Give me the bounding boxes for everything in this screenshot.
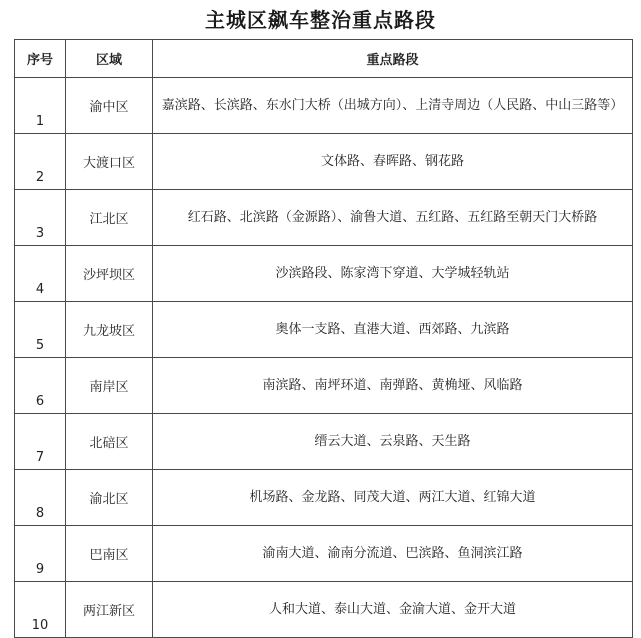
row-area: 九龙坡区 (66, 302, 153, 358)
row-roads: 红石路、北滨路（金源路）、渝鲁大道、五红路、五红路至朝天门大桥路 (153, 190, 633, 246)
table-row (15, 470, 633, 526)
table-row (15, 302, 633, 358)
table-row (15, 582, 633, 638)
row-area: 南岸区 (66, 358, 153, 414)
row-no: 5 (15, 302, 66, 358)
table-header-row (15, 40, 633, 78)
header-no: 序号 (15, 40, 66, 78)
table-row (15, 526, 633, 582)
row-no: 6 (15, 358, 66, 414)
road-sections-table (14, 39, 633, 638)
row-roads: 沙滨路段、陈家湾下穿道、大学城轻轨站 (153, 246, 633, 302)
table-row (15, 78, 633, 134)
table-row (15, 414, 633, 470)
table-row (15, 358, 633, 414)
row-no: 3 (15, 190, 66, 246)
row-no: 10 (15, 582, 66, 638)
row-area: 北碚区 (66, 414, 153, 470)
header-area: 区域 (66, 40, 153, 78)
row-roads: 南滨路、南坪环道、南弹路、黄桷垭、风临路 (153, 358, 633, 414)
row-roads: 渝南大道、渝南分流道、巴滨路、鱼洞滨江路 (153, 526, 633, 582)
row-roads: 嘉滨路、长滨路、东水门大桥（出城方向）、上清寺周边（人民路、中山三路等） (153, 78, 633, 134)
header-roads: 重点路段 (153, 40, 633, 78)
row-roads: 人和大道、泰山大道、金渝大道、金开大道 (153, 582, 633, 638)
row-roads: 缙云大道、云泉路、天生路 (153, 414, 633, 470)
row-roads: 文体路、春晖路、钢花路 (153, 134, 633, 190)
row-area: 沙坪坝区 (66, 246, 153, 302)
row-no: 1 (15, 78, 66, 134)
table-row (15, 190, 633, 246)
row-area: 渝中区 (66, 78, 153, 134)
table-row (15, 246, 633, 302)
row-area: 江北区 (66, 190, 153, 246)
page-title: 主城区飙车整治重点路段 (205, 8, 436, 32)
row-roads: 奥体一支路、直港大道、西郊路、九滨路 (153, 302, 633, 358)
table-row (15, 134, 633, 190)
row-roads: 机场路、金龙路、同茂大道、两江大道、红锦大道 (153, 470, 633, 526)
row-no: 4 (15, 246, 66, 302)
row-area: 渝北区 (66, 470, 153, 526)
row-area: 两江新区 (66, 582, 153, 638)
row-no: 2 (15, 134, 66, 190)
row-no: 8 (15, 470, 66, 526)
row-no: 9 (15, 526, 66, 582)
row-no: 7 (15, 414, 66, 470)
row-area: 巴南区 (66, 526, 153, 582)
row-area: 大渡口区 (66, 134, 153, 190)
